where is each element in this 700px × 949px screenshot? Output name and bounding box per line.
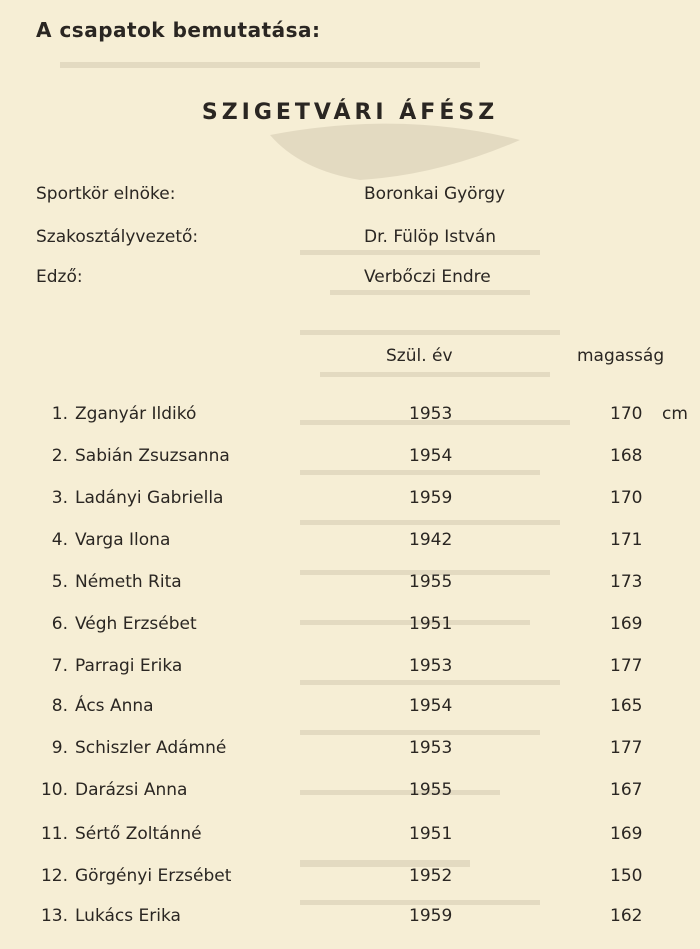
player-number: 6. <box>51 614 68 634</box>
player-birth-year: 1951 <box>409 614 453 634</box>
official-role: Szakosztályvezető: <box>36 227 199 247</box>
player-row <box>0 696 700 726</box>
player-row <box>0 906 700 936</box>
player-name: Lukács Erika <box>75 906 181 926</box>
player-birth-year: 1954 <box>409 446 453 466</box>
column-header-height: magasság <box>577 346 665 366</box>
official-coach <box>36 267 676 293</box>
player-number: 7. <box>51 656 68 676</box>
player-row <box>0 404 700 434</box>
player-name: Varga Ilona <box>75 530 171 550</box>
player-number: 8. <box>51 696 68 716</box>
player-row <box>0 572 700 602</box>
column-header-birth-year: Szül. év <box>386 346 453 366</box>
player-height: 162 <box>610 906 643 926</box>
player-height: 167 <box>610 780 643 800</box>
player-height: 171 <box>610 530 643 550</box>
player-height: 150 <box>610 866 643 886</box>
player-row <box>0 530 700 560</box>
official-role: Edző: <box>36 267 83 287</box>
player-row <box>0 780 700 810</box>
player-name: Zganyár Ildikó <box>75 404 197 424</box>
player-number: 10. <box>40 780 68 800</box>
player-birth-year: 1959 <box>409 488 453 508</box>
player-number: 3. <box>51 488 68 508</box>
player-number: 13. <box>40 906 68 926</box>
player-birth-year: 1953 <box>409 738 453 758</box>
player-birth-year: 1955 <box>409 572 453 592</box>
player-name: Végh Erzsébet <box>75 614 197 634</box>
player-birth-year: 1942 <box>409 530 453 550</box>
player-birth-year: 1954 <box>409 696 453 716</box>
player-height: 177 <box>610 738 643 758</box>
player-name: Németh Rita <box>75 572 182 592</box>
player-name: Darázsi Anna <box>75 780 188 800</box>
official-section-leader <box>36 227 676 253</box>
player-height: 170 <box>610 488 643 508</box>
player-height: 177 <box>610 656 643 676</box>
player-birth-year: 1953 <box>409 404 453 424</box>
player-name: Sabián Zsuzsanna <box>75 446 230 466</box>
player-name: Ladányi Gabriella <box>75 488 224 508</box>
player-number: 4. <box>51 530 68 550</box>
player-row <box>0 738 700 768</box>
player-name: Ács Anna <box>75 696 154 716</box>
player-row <box>0 656 700 686</box>
player-height: 170 <box>610 404 643 424</box>
player-number: 12. <box>40 866 68 886</box>
player-birth-year: 1952 <box>409 866 453 886</box>
player-name: Schiszler Adámné <box>75 738 227 758</box>
player-height: 168 <box>610 446 643 466</box>
player-number: 5. <box>51 572 68 592</box>
player-birth-year: 1955 <box>409 780 453 800</box>
player-birth-year: 1959 <box>409 906 453 926</box>
player-row <box>0 488 700 518</box>
player-name: Sértő Zoltánné <box>75 824 202 844</box>
player-row <box>0 446 700 476</box>
section-title: A csapatok bemutatása: <box>36 18 321 42</box>
player-birth-year: 1951 <box>409 824 453 844</box>
official-president <box>36 184 676 210</box>
player-name: Görgényi Erzsébet <box>75 866 232 886</box>
player-number: 1. <box>51 404 68 424</box>
player-height: 173 <box>610 572 643 592</box>
team-title: SZIGETVÁRI ÁFÉSZ <box>201 100 499 125</box>
player-row <box>0 614 700 644</box>
player-height: 169 <box>610 614 643 634</box>
player-row <box>0 824 700 854</box>
official-name: Boronkai György <box>364 184 506 204</box>
player-name: Parragi Erika <box>75 656 183 676</box>
official-name: Dr. Fülöp István <box>364 227 497 247</box>
player-row <box>0 866 700 896</box>
player-number: 9. <box>51 738 68 758</box>
player-height: 169 <box>610 824 643 844</box>
official-name: Verbőczi Endre <box>364 267 491 287</box>
player-number: 11. <box>40 824 68 844</box>
official-role: Sportkör elnöke: <box>36 184 176 204</box>
height-unit: cm <box>662 404 688 424</box>
player-number: 2. <box>51 446 68 466</box>
player-birth-year: 1953 <box>409 656 453 676</box>
player-height: 165 <box>610 696 643 716</box>
